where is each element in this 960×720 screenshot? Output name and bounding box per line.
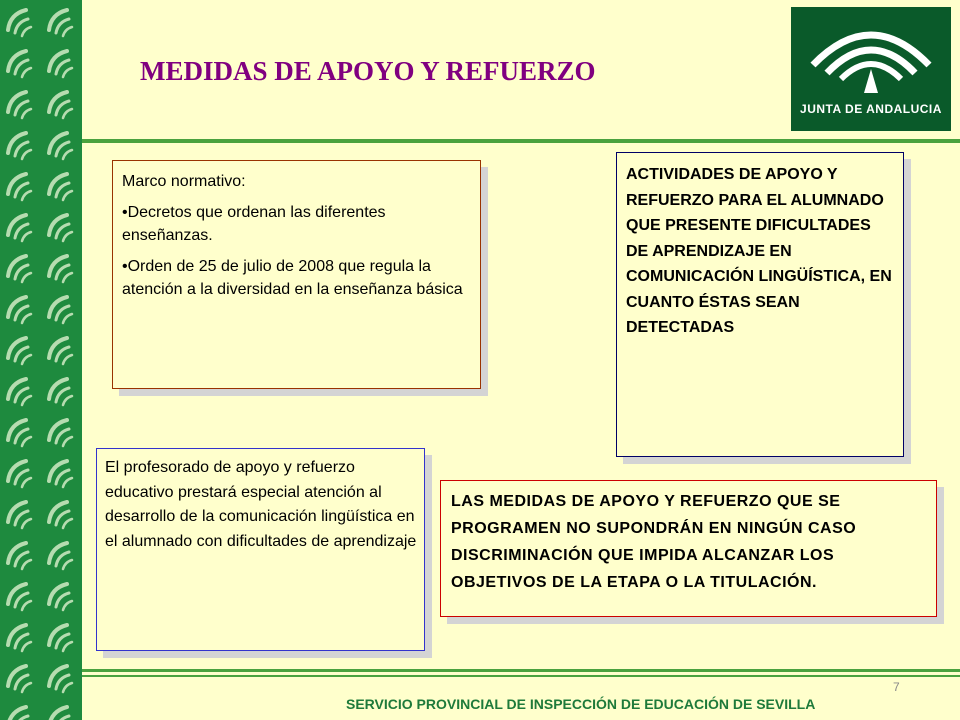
medidas-box (440, 480, 937, 617)
normativa-bullet: •Decretos que ordenan las diferentes enseñanzas. (122, 204, 386, 244)
actividades-box (616, 152, 904, 457)
footer-text: SERVICIO PROVINCIAL DE INSPECCIÓN DE EDUCACIÓN DE SEVILLA (346, 696, 816, 712)
slide-title: MEDIDAS DE APOYO Y REFUERZO (140, 56, 596, 86)
bottom-divider-1 (82, 669, 960, 672)
top-divider (82, 139, 960, 143)
bottom-divider-2 (82, 675, 960, 677)
profesorado-text: El profesorado de apoyo y refuerzo educativo prestará especial atención al desarrollo de la comunicación lingüística en el alumnado con dificultades de aprendizaje (105, 459, 417, 550)
profesorado-box (96, 448, 425, 651)
medidas-text: LAS MEDIDAS DE APOYO Y REFUERZO QUE SE PROGRAMEN NO SUPONDRÁN EN NINGÚN CASO DISCRIMINACIÓN QUE IMPIDA ALCANZAR LOS OBJETIVOS DE LA ETAPA O LA TITULACIÓN. (451, 493, 857, 591)
logo-text: JUNTA DE ANDALUCIA (800, 102, 942, 116)
side-pattern-icon (0, 0, 82, 720)
normativa-bullet: •Orden de 25 de julio de 2008 que regula la atención a la diversidad en la enseñanza básica (122, 258, 463, 298)
decorative-side-stripe (0, 0, 82, 720)
normativa-box (112, 160, 481, 389)
junta-de-andalucia-logo (791, 7, 951, 131)
actividades-text: ACTIVIDADES DE APOYO Y REFUERZO PARA EL ALUMNADO QUE PRESENTE DIFICULTADES DE APRENDIZAJE EN COMUNICACIÓN LINGÜÍSTICA, EN CUANTO ÉSTAS SEAN DETECTADAS (626, 166, 892, 336)
page-number: 7 (893, 680, 900, 694)
normativa-heading: Marco normativo: (122, 173, 246, 190)
